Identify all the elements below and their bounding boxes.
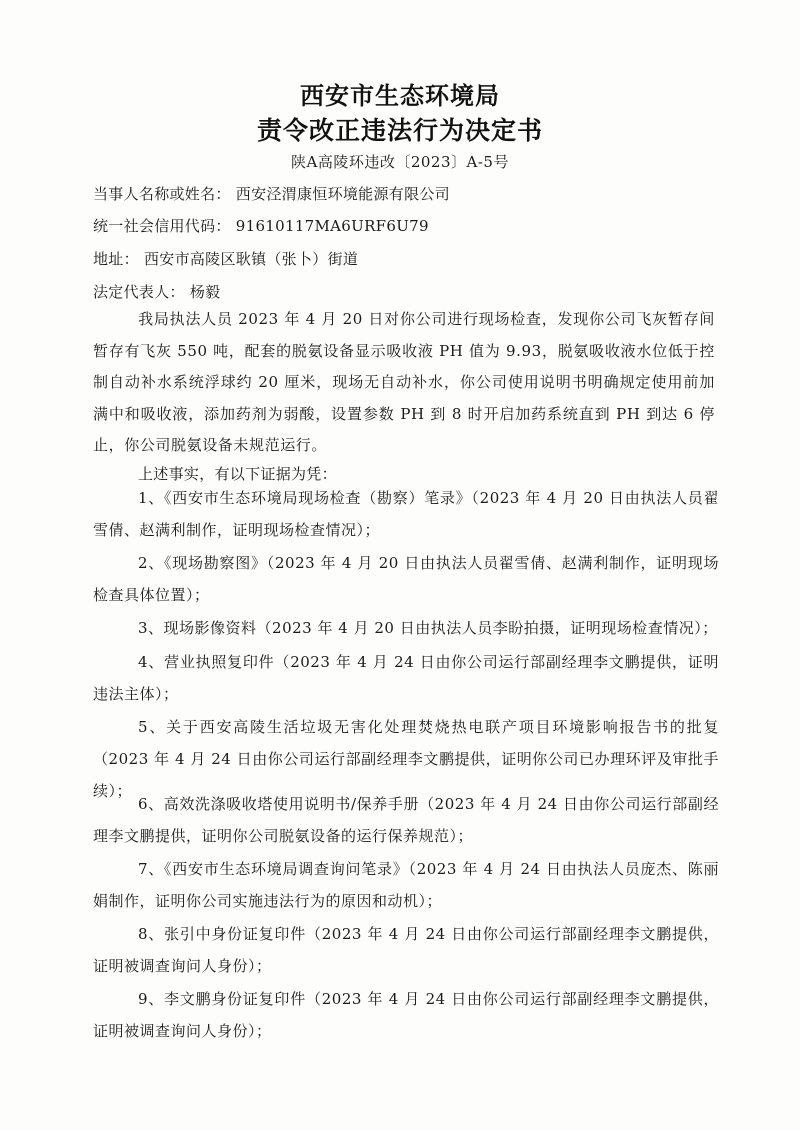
credit-code-line: 统一社会信用代码： 91610117MA6URF6U79	[93, 217, 429, 235]
evidence-item-text: 8、张引中身份证复印件（2023 年 4 月 24 日由你公司运行部副经理李文鹏提供，证明被调查询问人身份）；	[93, 925, 719, 975]
evidence-item-2	[93, 547, 719, 611]
evidence-item-6	[93, 788, 719, 852]
address-line: 地址： 西安市高陵区耿镇（张卜）街道	[93, 250, 359, 268]
legal-representative-line: 法定代表人： 杨毅	[93, 283, 221, 301]
evidence-item-text: 6、高效洗涤吸收塔使用说明书/保养手册（2023 年 4 月 24 日由你公司运行部副经理李文鹏提供，证明你公司脱氨设备的运行保养规范）；	[93, 795, 719, 845]
evidence-item-text: 9、李文鹏身份证复印件（2023 年 4 月 24 日由你公司运行部副经理李文鹏提供，证明被调查询问人身份）；	[93, 990, 719, 1040]
evidence-intro: 上述事实，有以下证据为凭：	[138, 465, 337, 483]
document-title-line2: 责令改正违法行为决定书	[256, 116, 543, 145]
evidence-item-text: 4、营业执照复印件（2023 年 4 月 24 日由你公司运行部副经理李文鹏提供，证明违法主体）；	[93, 653, 719, 703]
facts-paragraph	[93, 304, 715, 462]
evidence-item-text: 7、《西安市生态环境局调查询问笔录》（2023 年 4 月 24 日由执法人员庞杰、陈丽娟制作，证明你公司实施违法行为的原因和动机）；	[93, 860, 719, 910]
evidence-item-1	[93, 482, 719, 546]
evidence-item-7	[93, 853, 719, 917]
evidence-item-text: 5、关于西安高陵生活垃圾无害化处理焚烧热电联产项目环境影响报告书的批复（2023 年 4 月 24 日由你公司运行部副经理李文鹏提供，证明你公司已办理环评及审批手续）；	[93, 718, 719, 800]
evidence-item-text: 1、《西安市生态环境局现场检查（勘察）笔录》（2023 年 4 月 20 日由执法人员翟雪倩、赵满利制作，证明现场检查情况）；	[93, 489, 719, 539]
document-number: 陕A高陵环违改〔2023〕A-5号	[291, 153, 509, 171]
evidence-item-4	[93, 646, 719, 710]
document-title-line1: 西安市生态环境局	[300, 82, 500, 110]
facts-text: 我局执法人员 2023 年 4 月 20 日对你公司进行现场检查，发现你公司飞灰暂存间暂存有飞灰 550 吨，配套的脱氨设备显示吸收液 PH 值为 9.93，脱氨吸收液水位低于控制自动补水系统浮球约 20 厘米，现场无自动补水，你公司使用说明书明确规定使用前加满中和吸收液，添加药剂为弱酸，设置参数 PH 到 8 时开启加药系统直到 PH 到达 6 停止，你公司脱氨设备未规范运行。	[93, 310, 715, 454]
evidence-item-8	[93, 918, 719, 982]
evidence-item-text: 2、《现场勘察图》（2023 年 4 月 20 日由执法人员翟雪倩、赵满利制作，证明现场检查具体位置）；	[93, 554, 719, 604]
evidence-item-3	[93, 612, 719, 644]
evidence-item-9	[93, 983, 719, 1047]
evidence-item-text: 3、现场影像资料（2023 年 4 月 20 日由执法人员李盼拍摄，证明现场检查情况）；	[138, 619, 718, 637]
party-name-line: 当事人名称或姓名： 西安泾渭康恒环境能源有限公司	[93, 185, 450, 203]
